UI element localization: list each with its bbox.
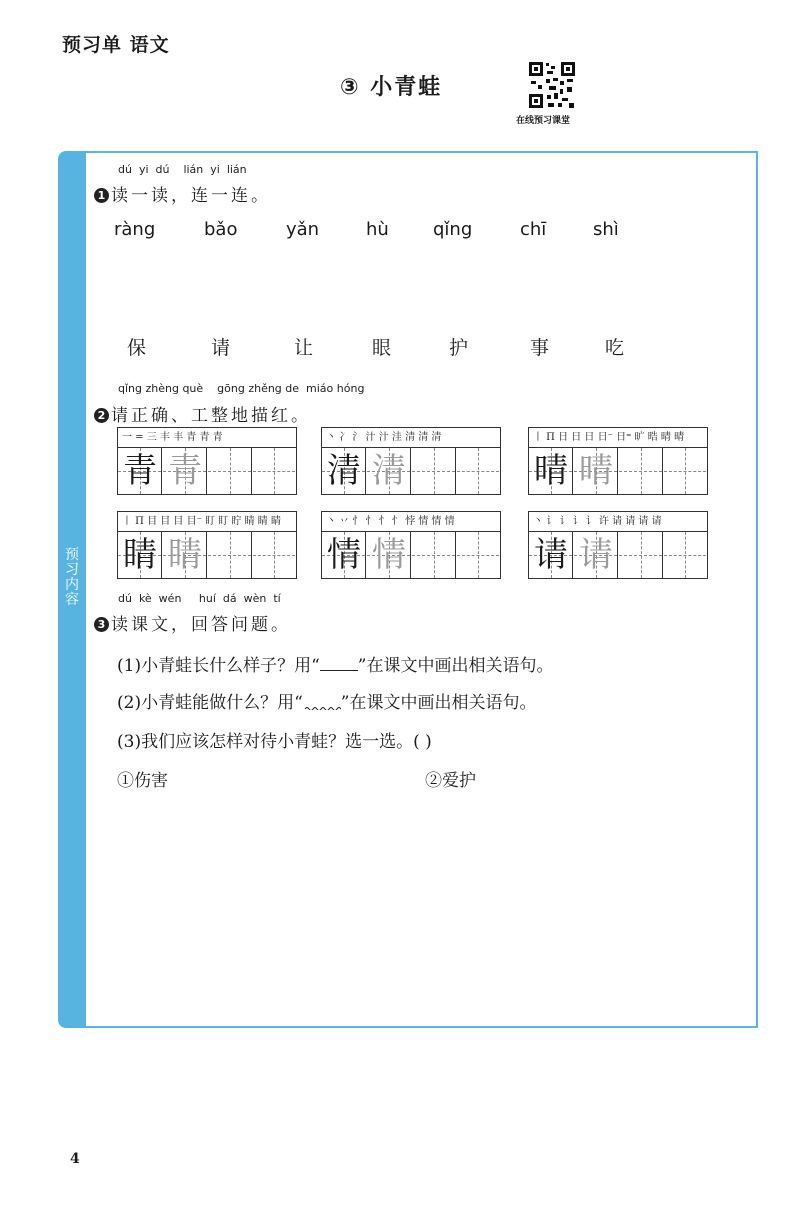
qr-caption: 在线预习课堂	[516, 116, 571, 126]
char-item[interactable]: 请	[211, 337, 231, 359]
grid-cell[interactable]	[664, 532, 706, 578]
question-1-text-b: ”在课文中画出相关语句。	[357, 656, 554, 676]
char-item[interactable]: 事	[530, 337, 550, 359]
option-2[interactable]: ②爱护	[425, 771, 476, 791]
grid-cell[interactable]	[619, 448, 663, 494]
writing-grid[interactable]	[322, 448, 500, 494]
sidebar-label-text: 预习内容	[65, 547, 79, 608]
question-3[interactable]: (3)我们应该怎样对待小青蛙？选一选。( )	[117, 732, 432, 752]
section2-title: 请正确、工整地描红。	[111, 406, 311, 426]
stroke-order: 丨 Π 日 日 日 日⁻ 日⁼ 旷 晧 晴 晴	[529, 428, 707, 448]
stroke-order: 丶 讠 讠 讠 讠 许 请 请 请 请	[529, 512, 707, 532]
pinyin-item[interactable]: hù	[366, 219, 389, 240]
lesson-title: ③ 小青蛙	[340, 75, 443, 100]
model-char: 青	[123, 451, 157, 491]
tracing-card	[117, 427, 297, 495]
grid-cell[interactable]	[412, 532, 456, 578]
writing-grid[interactable]	[118, 448, 296, 494]
pinyin-item[interactable]: ràng	[114, 219, 156, 240]
char-item[interactable]: 保	[127, 337, 147, 359]
grid-cell[interactable]	[412, 448, 456, 494]
writing-grid[interactable]	[118, 532, 296, 578]
sidebar-label	[58, 548, 86, 608]
tracing-card	[528, 511, 708, 579]
section2-number: 2	[94, 408, 109, 423]
content-frame	[60, 151, 758, 1028]
trace-char[interactable]: 青	[168, 451, 202, 491]
trace-char[interactable]: 情	[372, 535, 406, 575]
stroke-order: 一 = 三 丰 丰 青 青 青	[118, 428, 296, 448]
tracing-card	[321, 511, 501, 579]
writing-grid[interactable]	[529, 532, 707, 578]
trace-char[interactable]: 请	[579, 535, 613, 575]
stroke-order: 丨 Π 目 目 目 目⁻ 盯 盯 眝 睛 睛 睛	[118, 512, 296, 532]
tracing-card	[117, 511, 297, 579]
trace-char[interactable]: 清	[372, 451, 406, 491]
pinyin-item[interactable]: shì	[593, 219, 619, 240]
section3-heading	[94, 610, 291, 635]
grid-cell[interactable]	[457, 448, 499, 494]
trace-char[interactable]: 晴	[579, 451, 613, 491]
pinyin-item[interactable]: bǎo	[204, 219, 238, 240]
writing-grid[interactable]	[529, 448, 707, 494]
section1-number: 1	[94, 188, 109, 203]
question-2	[117, 688, 536, 713]
model-char: 清	[327, 451, 361, 491]
grid-cell[interactable]	[208, 448, 252, 494]
straight-line-mark	[320, 658, 358, 671]
question-2-text-a: (2)小青蛙能做什么？用“	[117, 693, 303, 713]
tracing-card	[321, 427, 501, 495]
stroke-order: 丶 丷 忄 忄 忄 忄 悖 情 情 情	[322, 512, 500, 532]
model-char: 晴	[534, 451, 568, 491]
stroke-order: 丶 冫 氵 汁 汁 洼 清 清 清	[322, 428, 500, 448]
qr-code-icon[interactable]	[527, 60, 577, 110]
question-1-text-a: (1)小青蛙长什么样子？用“	[117, 656, 320, 676]
header-title: 预习单 语文	[62, 34, 170, 56]
wavy-line-mark	[303, 698, 341, 710]
section1-title: 读一读，连一连。	[111, 186, 271, 206]
grid-cell[interactable]	[253, 532, 295, 578]
trace-char[interactable]: 睛	[168, 535, 202, 575]
tracing-card	[528, 427, 708, 495]
grid-cell[interactable]	[619, 532, 663, 578]
grid-cell[interactable]	[253, 448, 295, 494]
section1-pinyin: dú yi dú lián yi lián	[118, 163, 247, 176]
char-item[interactable]: 眼	[372, 337, 392, 359]
option-1[interactable]: ①伤害	[117, 771, 168, 791]
question-1	[117, 651, 553, 676]
char-item[interactable]: 吃	[605, 337, 625, 359]
writing-grid[interactable]	[322, 532, 500, 578]
char-item[interactable]: 护	[449, 337, 469, 359]
model-char: 情	[327, 535, 361, 575]
model-char: 请	[534, 535, 568, 575]
pinyin-item[interactable]: yǎn	[286, 219, 320, 240]
section3-number: 3	[94, 617, 109, 632]
section3-pinyin: dú kè wén huí dá wèn tí	[118, 592, 281, 605]
section1-heading	[94, 181, 271, 206]
page-number: 4	[70, 1151, 80, 1167]
char-item[interactable]: 让	[294, 337, 314, 359]
model-char: 睛	[123, 535, 157, 575]
section2-heading	[94, 401, 311, 426]
section2-pinyin: qǐng zhèng què gōng zhěng de miáo hóng	[118, 382, 365, 395]
section3-title: 读课文，回答问题。	[111, 615, 291, 635]
pinyin-item[interactable]: qǐng	[433, 219, 473, 240]
grid-cell[interactable]	[457, 532, 499, 578]
grid-cell[interactable]	[664, 448, 706, 494]
question-2-text-b: ”在课文中画出相关语句。	[340, 693, 537, 713]
pinyin-item[interactable]: chī	[520, 219, 547, 240]
grid-cell[interactable]	[208, 532, 252, 578]
